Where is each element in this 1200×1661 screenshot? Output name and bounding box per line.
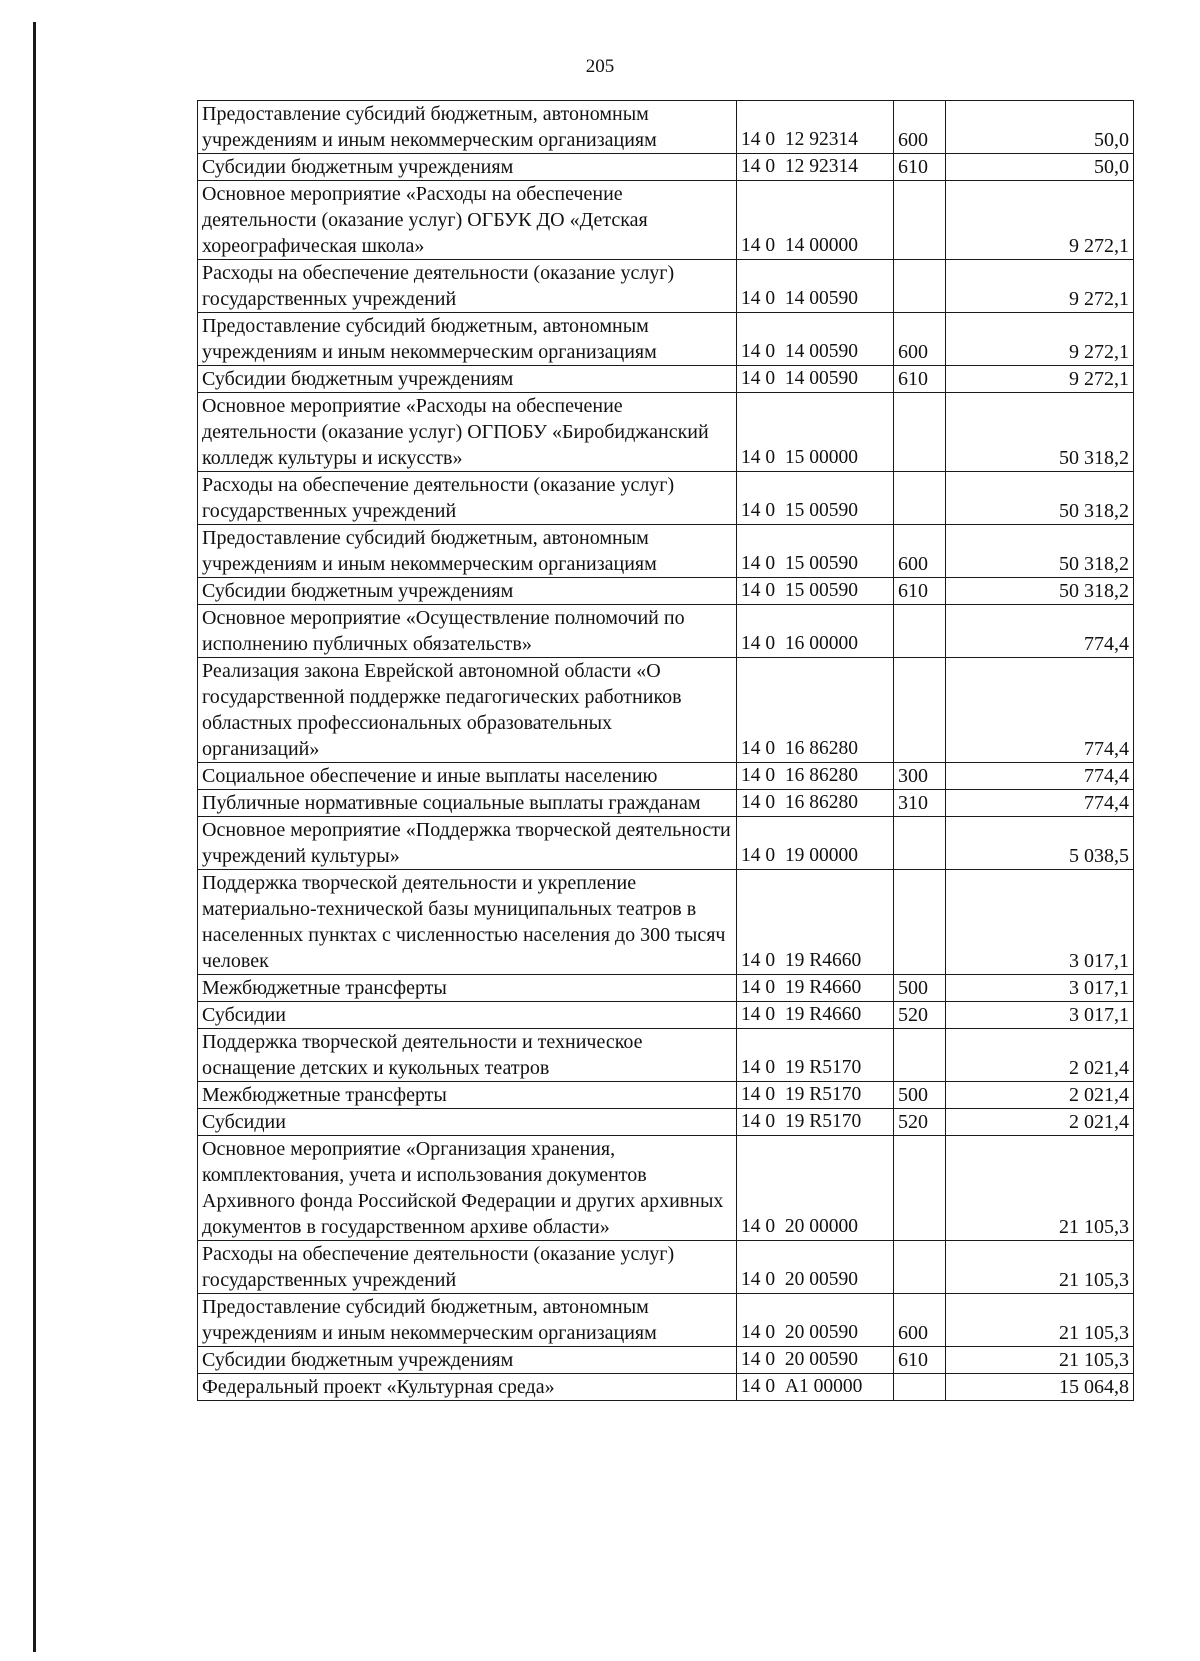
row-expense-type-cell: 600 bbox=[894, 1294, 946, 1347]
row-expense-type-cell bbox=[894, 260, 946, 313]
table-row bbox=[198, 393, 1134, 472]
row-code-cell: 14 0 19 R4660 bbox=[737, 870, 894, 975]
row-code-cell: 14 0 А1 00000 bbox=[737, 1374, 894, 1401]
row-code-cell: 14 0 20 00590 bbox=[737, 1241, 894, 1294]
row-name-cell: Основное мероприятие «Расходы на обеспечение деятельности (оказание услуг) ОГПОБУ «Биробиджанский колледж культуры и искусств» bbox=[198, 393, 737, 472]
table-row bbox=[198, 472, 1134, 525]
table-row bbox=[198, 975, 1134, 1002]
row-name-cell: Основное мероприятие «Осуществление полномочий по исполнению публичных обязательств» bbox=[198, 605, 737, 658]
table-row bbox=[198, 154, 1134, 181]
row-sum-cell: 50 318,2 bbox=[946, 472, 1134, 525]
row-code-cell: 14 0 20 00590 bbox=[737, 1294, 894, 1347]
row-expense-type-cell bbox=[894, 472, 946, 525]
row-code-cell: 14 0 19 R5170 bbox=[737, 1029, 894, 1082]
row-expense-type-cell: 610 bbox=[894, 366, 946, 393]
row-expense-type-cell: 600 bbox=[894, 101, 946, 154]
row-name-cell: Субсидии bbox=[198, 1002, 737, 1029]
row-name-cell: Реализация закона Еврейской автономной области «О государственной поддержке педагогических работников областных профессиональных образовательных организаций» bbox=[198, 658, 737, 763]
row-sum-cell: 50 318,2 bbox=[946, 578, 1134, 605]
table-row bbox=[198, 1002, 1134, 1029]
table-row bbox=[198, 1374, 1134, 1401]
table-row bbox=[198, 260, 1134, 313]
row-code-cell: 14 0 16 00000 bbox=[737, 605, 894, 658]
row-sum-cell: 15 064,8 bbox=[946, 1374, 1134, 1401]
scan-edge-line bbox=[33, 22, 36, 1652]
table-row bbox=[198, 870, 1134, 975]
row-expense-type-cell bbox=[894, 1241, 946, 1294]
row-sum-cell: 50 318,2 bbox=[946, 393, 1134, 472]
row-code-cell: 14 0 16 86280 bbox=[737, 763, 894, 790]
row-expense-type-cell: 300 bbox=[894, 763, 946, 790]
table-row bbox=[198, 1294, 1134, 1347]
row-code-cell: 14 0 19 00000 bbox=[737, 817, 894, 870]
table-row bbox=[198, 313, 1134, 366]
row-name-cell: Поддержка творческой деятельности и укрепление материально-технической базы муниципальных театров в населенных пунктах с численностью населения до 300 тысяч человек bbox=[198, 870, 737, 975]
row-code-cell: 14 0 15 00590 bbox=[737, 578, 894, 605]
row-sum-cell: 774,4 bbox=[946, 658, 1134, 763]
row-expense-type-cell bbox=[894, 605, 946, 658]
row-name-cell: Субсидии бюджетным учреждениям bbox=[198, 1347, 737, 1374]
row-sum-cell: 3 017,1 bbox=[946, 975, 1134, 1002]
row-name-cell: Субсидии бюджетным учреждениям bbox=[198, 366, 737, 393]
row-code-cell: 14 0 20 00000 bbox=[737, 1136, 894, 1241]
row-name-cell: Расходы на обеспечение деятельности (оказание услуг) государственных учреждений bbox=[198, 1241, 737, 1294]
row-expense-type-cell bbox=[894, 658, 946, 763]
row-expense-type-cell bbox=[894, 1136, 946, 1241]
row-name-cell: Субсидии bbox=[198, 1109, 737, 1136]
row-name-cell: Субсидии бюджетным учреждениям bbox=[198, 578, 737, 605]
row-expense-type-cell bbox=[894, 1029, 946, 1082]
row-sum-cell: 2 021,4 bbox=[946, 1082, 1134, 1109]
row-sum-cell: 9 272,1 bbox=[946, 313, 1134, 366]
row-code-cell: 14 0 14 00590 bbox=[737, 313, 894, 366]
row-name-cell: Федеральный проект «Культурная среда» bbox=[198, 1374, 737, 1401]
page-number: 205 bbox=[585, 56, 615, 77]
row-sum-cell: 774,4 bbox=[946, 763, 1134, 790]
row-expense-type-cell: 500 bbox=[894, 975, 946, 1002]
table-row bbox=[198, 605, 1134, 658]
row-code-cell: 14 0 15 00590 bbox=[737, 472, 894, 525]
row-sum-cell: 21 105,3 bbox=[946, 1136, 1134, 1241]
table-row bbox=[198, 525, 1134, 578]
table-row bbox=[198, 101, 1134, 154]
row-sum-cell: 774,4 bbox=[946, 790, 1134, 817]
row-sum-cell: 21 105,3 bbox=[946, 1347, 1134, 1374]
row-expense-type-cell: 600 bbox=[894, 313, 946, 366]
row-sum-cell: 9 272,1 bbox=[946, 181, 1134, 260]
row-expense-type-cell bbox=[894, 817, 946, 870]
row-code-cell: 14 0 14 00590 bbox=[737, 260, 894, 313]
row-sum-cell: 3 017,1 bbox=[946, 870, 1134, 975]
row-name-cell: Основное мероприятие «Организация хранения, комплектования, учета и использования документов Архивного фонда Российской Федерации и других архивных документов в государственном архиве области» bbox=[198, 1136, 737, 1241]
row-sum-cell: 9 272,1 bbox=[946, 260, 1134, 313]
row-name-cell: Предоставление субсидий бюджетным, автономным учреждениям и иным некоммерческим организациям bbox=[198, 313, 737, 366]
row-code-cell: 14 0 15 00000 bbox=[737, 393, 894, 472]
row-name-cell: Социальное обеспечение и иные выплаты населению bbox=[198, 763, 737, 790]
table-row bbox=[198, 1347, 1134, 1374]
row-sum-cell: 9 272,1 bbox=[946, 366, 1134, 393]
row-code-cell: 14 0 16 86280 bbox=[737, 790, 894, 817]
row-name-cell: Публичные нормативные социальные выплаты гражданам bbox=[198, 790, 737, 817]
row-sum-cell: 3 017,1 bbox=[946, 1002, 1134, 1029]
row-name-cell: Межбюджетные трансферты bbox=[198, 975, 737, 1002]
row-code-cell: 14 0 12 92314 bbox=[737, 154, 894, 181]
row-expense-type-cell: 310 bbox=[894, 790, 946, 817]
row-sum-cell: 21 105,3 bbox=[946, 1241, 1134, 1294]
table-row bbox=[198, 366, 1134, 393]
row-sum-cell: 2 021,4 bbox=[946, 1109, 1134, 1136]
row-code-cell: 14 0 19 R4660 bbox=[737, 1002, 894, 1029]
row-name-cell: Расходы на обеспечение деятельности (оказание услуг) государственных учреждений bbox=[198, 260, 737, 313]
table-row bbox=[198, 817, 1134, 870]
table-row bbox=[198, 1029, 1134, 1082]
row-code-cell: 14 0 14 00000 bbox=[737, 181, 894, 260]
row-name-cell: Основное мероприятие «Расходы на обеспечение деятельности (оказание услуг) ОГБУК ДО «Детская хореографическая школа» bbox=[198, 181, 737, 260]
table-row bbox=[198, 1136, 1134, 1241]
row-name-cell: Предоставление субсидий бюджетным, автономным учреждениям и иным некоммерческим организациям bbox=[198, 101, 737, 154]
budget-table bbox=[197, 100, 1134, 1401]
row-expense-type-cell: 610 bbox=[894, 578, 946, 605]
row-expense-type-cell: 610 bbox=[894, 154, 946, 181]
row-name-cell: Предоставление субсидий бюджетным, автономным учреждениям и иным некоммерческим организациям bbox=[198, 1294, 737, 1347]
table-row bbox=[198, 1109, 1134, 1136]
row-sum-cell: 5 038,5 bbox=[946, 817, 1134, 870]
row-name-cell: Поддержка творческой деятельности и техническое оснащение детских и кукольных театров bbox=[198, 1029, 737, 1082]
row-name-cell: Расходы на обеспечение деятельности (оказание услуг) государственных учреждений bbox=[198, 472, 737, 525]
row-code-cell: 14 0 14 00590 bbox=[737, 366, 894, 393]
table-row bbox=[198, 790, 1134, 817]
row-sum-cell: 2 021,4 bbox=[946, 1029, 1134, 1082]
row-expense-type-cell: 520 bbox=[894, 1002, 946, 1029]
row-expense-type-cell: 600 bbox=[894, 525, 946, 578]
table-row bbox=[198, 658, 1134, 763]
row-code-cell: 14 0 19 R5170 bbox=[737, 1109, 894, 1136]
row-code-cell: 14 0 16 86280 bbox=[737, 658, 894, 763]
row-code-cell: 14 0 20 00590 bbox=[737, 1347, 894, 1374]
row-name-cell: Межбюджетные трансферты bbox=[198, 1082, 737, 1109]
row-expense-type-cell: 520 bbox=[894, 1109, 946, 1136]
row-code-cell: 14 0 15 00590 bbox=[737, 525, 894, 578]
table-row bbox=[198, 763, 1134, 790]
row-expense-type-cell bbox=[894, 393, 946, 472]
row-sum-cell: 50 318,2 bbox=[946, 525, 1134, 578]
row-name-cell: Субсидии бюджетным учреждениям bbox=[198, 154, 737, 181]
row-sum-cell: 21 105,3 bbox=[946, 1294, 1134, 1347]
row-sum-cell: 50,0 bbox=[946, 101, 1134, 154]
budget-table-body bbox=[198, 101, 1134, 1401]
row-expense-type-cell bbox=[894, 1374, 946, 1401]
row-code-cell: 14 0 12 92314 bbox=[737, 101, 894, 154]
table-row bbox=[198, 578, 1134, 605]
row-expense-type-cell: 500 bbox=[894, 1082, 946, 1109]
table-row bbox=[198, 1082, 1134, 1109]
row-expense-type-cell bbox=[894, 870, 946, 975]
row-expense-type-cell: 610 bbox=[894, 1347, 946, 1374]
row-sum-cell: 50,0 bbox=[946, 154, 1134, 181]
row-sum-cell: 774,4 bbox=[946, 605, 1134, 658]
table-row bbox=[198, 1241, 1134, 1294]
row-code-cell: 14 0 19 R4660 bbox=[737, 975, 894, 1002]
row-name-cell: Основное мероприятие «Поддержка творческой деятельности учреждений культуры» bbox=[198, 817, 737, 870]
row-expense-type-cell bbox=[894, 181, 946, 260]
row-name-cell: Предоставление субсидий бюджетным, автономным учреждениям и иным некоммерческим организациям bbox=[198, 525, 737, 578]
table-row bbox=[198, 181, 1134, 260]
row-code-cell: 14 0 19 R5170 bbox=[737, 1082, 894, 1109]
